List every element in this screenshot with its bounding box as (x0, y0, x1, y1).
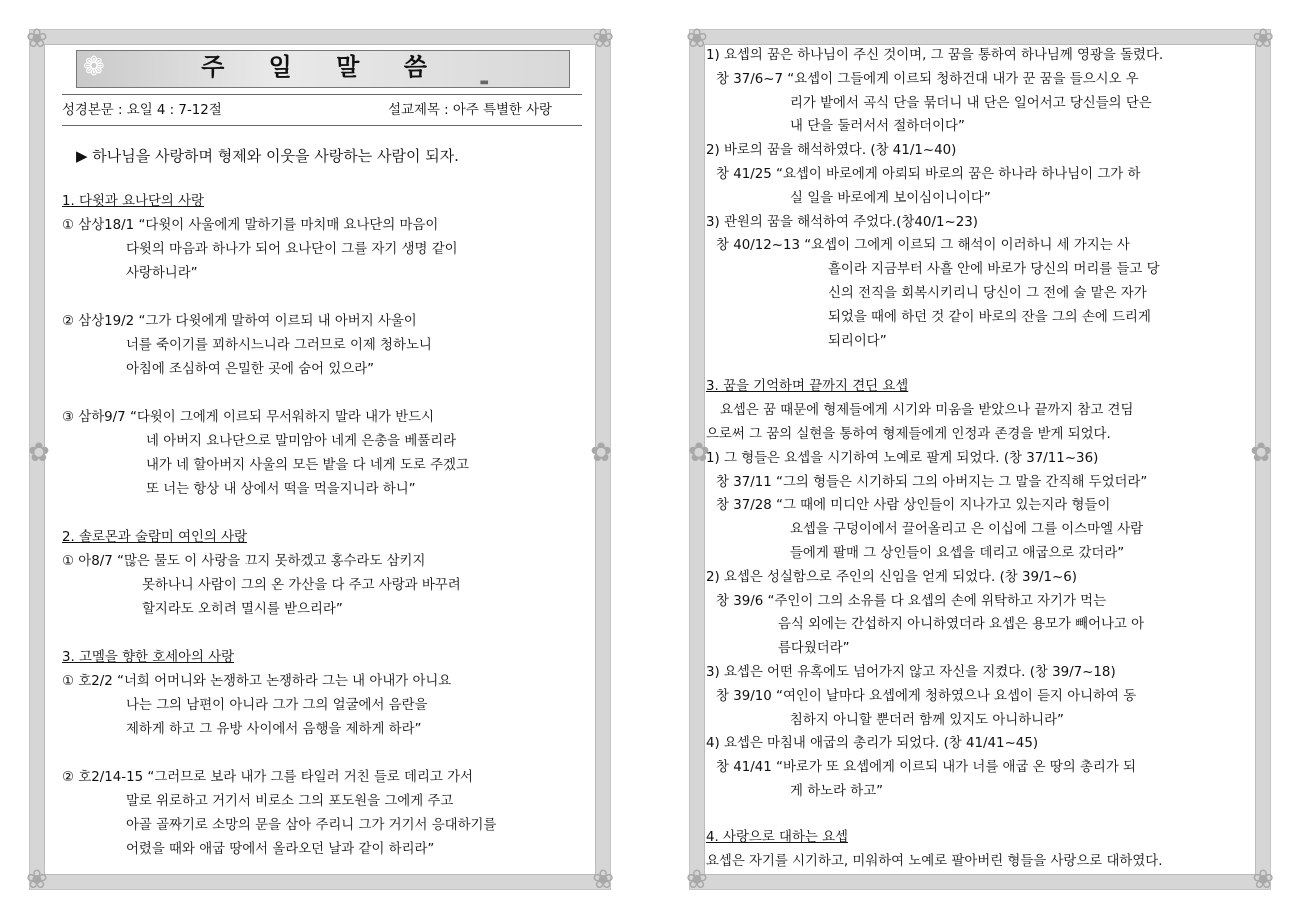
verse-line: 창 41/41 “바로가 또 요셉에게 이르되 내가 너를 애굽 온 땅의 총리가 되 (716, 760, 1136, 776)
verse-line: 다윗의 마음과 하나가 되어 요나단이 그를 자기 생명 같이 (126, 242, 458, 257)
verse-line: 할지라도 오히려 멸시를 받으리라” (142, 602, 343, 617)
paragraph-line: 요셉은 꿈 때문에 형제들에게 시기와 미움을 받았으나 끝까지 참고 견딤 (720, 403, 1134, 419)
flower-ornament-icon: ❀ (1252, 24, 1274, 54)
verse-line: 너를 죽이기를 꾀하시느니라 그러므로 이제 청하노니 (126, 338, 432, 353)
banner-divider (62, 94, 582, 95)
point-line: 4) 요셉은 마침내 애굽의 총리가 되었다. (창 41/41~45) (706, 736, 1039, 752)
verse-line: ② 호2/14-15 “그러므로 보라 내가 그를 타일러 거친 들로 데리고 가서 (62, 770, 473, 785)
verse-line: 신의 전직을 회복시키리니 당신이 그 전에 술 맡은 자가 (828, 285, 1147, 301)
flower-ornament-icon: ❀ (26, 24, 48, 54)
verse-line: 아골 골짜기로 소망의 문을 삼아 주리니 그가 거기서 응대하기를 (126, 818, 497, 833)
verse-line: ② 삼상19/2 “그가 다윗에게 말하여 이르되 내 아버지 사울이 (62, 314, 417, 329)
banner-mark: ▬ (479, 77, 489, 88)
flower-ornament-icon: ❀ (26, 865, 48, 895)
sermon-theme: ▶ 하나님을 사랑하며 형제와 이웃을 사랑하는 사람이 되자. (76, 147, 459, 165)
verse-line: 사랑하니라” (126, 266, 198, 281)
meta-divider (62, 125, 582, 126)
verse-line: 제하게 하고 그 유방 사이에서 음행을 제하게 하라” (126, 722, 422, 737)
verse-line: 창 37/6~7 “요셉이 그들에게 이르되 청하건대 내가 꾼 꿈을 들으시오 우 (716, 71, 1139, 87)
title-banner (76, 50, 570, 88)
point-line: 1) 요셉의 꿈은 하나님이 주신 것이며, 그 꿈을 통하여 하나님께 영광을 돌렸다. (706, 48, 1164, 63)
verse-line: 창 40/12~13 “요셉이 그에게 이르되 그 해석이 이러하니 세 가지는 사 (716, 238, 1130, 254)
point-line: 3) 관원의 꿈을 해석하여 주었다.(창40/1~23) (706, 214, 978, 230)
verse-line: 흘이라 지금부터 사흘 안에 바로가 당신의 머리를 들고 당 (828, 262, 1160, 278)
verse-line: 리가 밭에서 곡식 단을 묶더니 내 단은 일어서고 당신들의 단은 (790, 95, 1152, 111)
verse-line: 못하나니 사람이 그의 온 가산을 다 주고 사랑과 바꾸려 (142, 578, 461, 593)
verse-line: ① 아8/7 “많은 물도 이 사랑을 끄지 못하겠고 홍수라도 삼키지 (62, 554, 426, 569)
scripture-reference: 성경본문 : 요일 4 : 7-12절 (62, 103, 222, 118)
sermon-title: 설교제목 : 아주 특별한 사랑 (388, 103, 552, 118)
section-heading: 4. 사랑으로 대하는 요셉 (706, 829, 848, 845)
verse-line: 나는 그의 남편이 아니라 그가 그의 얼굴에서 음란을 (126, 698, 428, 713)
banner-title: 주 일 말 씀 (201, 53, 445, 81)
point-line: 2) 바로의 꿈을 해석하였다. (창 41/1~40) (706, 143, 957, 159)
section-heading: 1. 다윗과 요나단의 사랑 (62, 194, 204, 209)
verse-line: 되리이다” (828, 333, 887, 349)
section-heading: 2. 솔로몬과 술람미 여인의 사랑 (62, 530, 248, 545)
point-line: 1) 그 형들은 요셉을 시기하여 노예로 팔게 되었다. (창 37/11~36) (706, 450, 1099, 466)
verse-line: 게 하노라 하고” (790, 783, 884, 799)
verse-line: 아침에 조심하여 은밀한 곳에 숨어 있으라” (126, 362, 375, 377)
flower-ornament-icon: ✿ (590, 438, 612, 468)
verse-line: 네 아버지 요나단으로 말미암아 네게 은총을 베풀리라 (146, 434, 457, 449)
right-content (706, 44, 1250, 873)
paragraph-line: 요셉은 자기를 시기하고, 미워하여 노예로 팔아버린 형들을 사랑으로 대하였다. (706, 853, 1163, 869)
verse-line: 음식 외에는 간섭하지 아니하였더라 요셉은 용모가 빼어나고 아 (778, 617, 1145, 633)
daisy-icon: ❁ (83, 52, 105, 82)
verse-line: ① 삼상18/1 “다윗이 사울에게 말하기를 마치매 요나단의 마음이 (62, 218, 439, 233)
verse-line: 또 너는 항상 내 상에서 떡을 먹을지니라 하니” (146, 482, 416, 497)
verse-line: 창 37/28 “그 때에 미디안 사람 상인들이 지나가고 있는지라 형들이 (716, 498, 1111, 514)
left-page (0, 0, 640, 919)
verse-line: ③ 삼하9/7 “다윗이 그에게 이르되 무서워하지 말라 내가 반드시 (62, 410, 435, 425)
verse-line: 어렸을 때와 애굽 땅에서 올라오던 날과 같이 하리라” (126, 842, 435, 857)
verse-line: ① 호2/2 “너희 어머니와 논쟁하고 논쟁하라 그는 내 아내가 아니요 (62, 674, 452, 689)
flower-ornament-icon: ❀ (592, 24, 614, 54)
verse-line: 요셉을 구덩이에서 끌어올리고 은 이십에 그를 이스마엘 사람 (790, 522, 1144, 538)
section-heading: 3. 고멜을 향한 호세아의 사랑 (62, 650, 235, 665)
verse-line: 름다웠더라” (778, 641, 850, 657)
verse-line: 창 37/11 “그의 형들은 시기하되 그의 아버지는 그 말을 간직해 두었더라” (716, 474, 1148, 490)
flower-ornament-icon: ❀ (686, 865, 708, 895)
point-line: 3) 요셉은 어떤 유혹에도 넘어가지 않고 자신을 지켰다. (창 39/7~18) (706, 664, 1116, 680)
verse-line: 창 39/10 “여인이 날마다 요셉에게 청하였으나 요셉이 듣지 아니하여 동 (716, 688, 1137, 704)
flower-ornament-icon: ✿ (688, 438, 710, 468)
verse-line: 창 41/25 “요셉이 바로에게 아뢰되 바로의 꿈은 하나라 하나님이 그가 하 (716, 166, 1141, 182)
section-heading: 3. 꿈을 기억하며 끝까지 견딘 요셉 (706, 379, 909, 395)
flower-ornament-icon: ✿ (1250, 438, 1272, 468)
sermon-meta (62, 99, 582, 123)
verse-line: 내가 네 할아버지 사울의 모든 밭을 다 네게 도로 주겠고 (146, 458, 469, 473)
verse-line: 되었을 때에 하던 것 같이 바로의 잔을 그의 손에 드리게 (828, 309, 1151, 325)
verse-line: 내 단을 둘러서서 절하더이다” (790, 119, 965, 135)
flower-ornament-icon: ❀ (1252, 865, 1274, 895)
verse-line: 창 39/6 “주인이 그의 소유를 다 요셉의 손에 위탁하고 자기가 먹는 (716, 593, 1107, 609)
verse-line: 말로 위로하고 거기서 비로소 그의 포도원을 그에게 주고 (126, 794, 454, 809)
right-page (660, 0, 1300, 919)
flower-ornament-icon: ❀ (686, 24, 708, 54)
flower-ornament-icon: ❀ (592, 865, 614, 895)
verse-line: 들에게 팔매 그 상인들이 요셉을 데리고 애굽으로 갔더라” (790, 545, 1125, 561)
flower-ornament-icon: ✿ (28, 438, 50, 468)
paragraph-line: 으로써 그 꿈의 실현을 통하여 형제들에게 인정과 존경을 받게 되었다. (706, 426, 1111, 442)
left-content (62, 50, 582, 862)
verse-line: 침하지 아니할 뿐더러 함께 있지도 아니하니라” (790, 712, 1064, 728)
verse-line: 실 일을 바로에게 보이심이니이다” (790, 190, 991, 206)
point-line: 2) 요셉은 성실함으로 주인의 신임을 얻게 되었다. (창 39/1~6) (706, 569, 1078, 585)
